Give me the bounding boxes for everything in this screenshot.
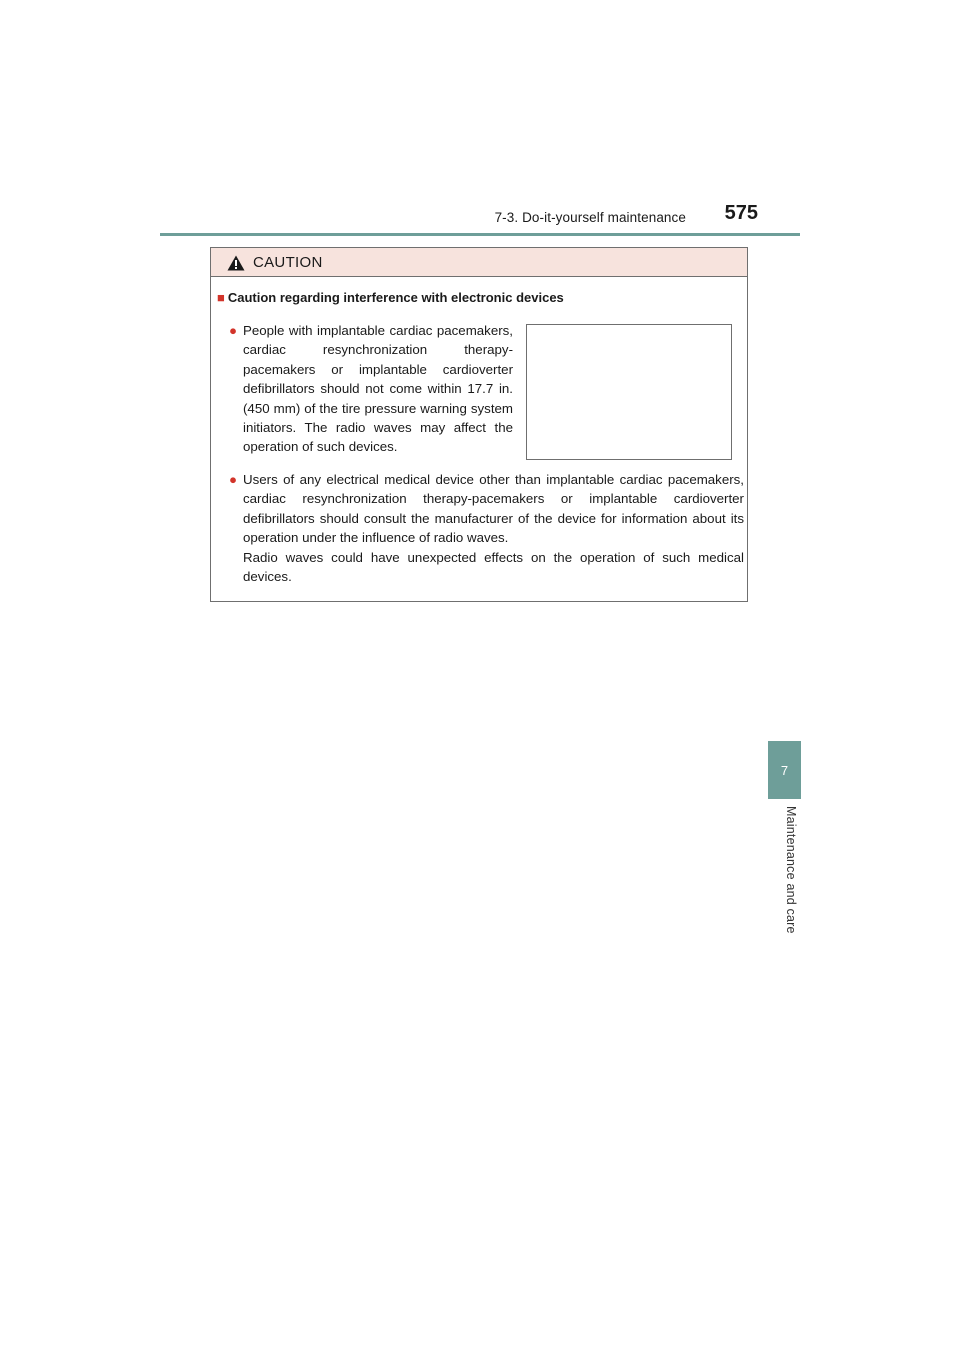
header-rule: [160, 233, 800, 236]
square-bullet-icon: ■: [217, 290, 225, 305]
bullet-text: People with implantable cardiac pacemakers, cardiac resynchronization therapy-pacemakers or implantable cardioverter defibrillators should not come within 17.7 in. (450 mm) of the tire pressure warning system initiators. The radio waves may affect the operation of such devices.: [243, 323, 513, 455]
list-item: [229, 470, 744, 586]
page-header: [160, 200, 800, 232]
bullet-text: Users of any electrical medical device other than implantable cardiac pacemakers, cardiac resynchronization therapy-pacemakers or implantable cardioverter defibrillators should consult the manufacturer of the device for information about its operation under the influence of radio waves.: [243, 472, 744, 546]
bullet-dot-icon: ●: [229, 323, 238, 338]
caution-title: CAUTION: [253, 254, 323, 271]
caution-box: [210, 247, 748, 602]
page-number: 575: [724, 202, 758, 224]
caution-subheading: [217, 290, 564, 305]
caution-header: [211, 248, 747, 277]
chapter-title: Maintenance and care: [784, 806, 798, 934]
bullet-dot-icon: ●: [229, 472, 238, 487]
illustration-frame: [526, 324, 732, 460]
chapter-number: 7: [780, 762, 789, 778]
subheading-text: Caution regarding interference with electronic devices: [227, 290, 564, 305]
bullet-text-continued: Radio waves could have unexpected effects on the operation of such medical devices.: [243, 549, 744, 585]
chapter-tab: [768, 741, 801, 799]
section-title: 7-3. Do-it-yourself maintenance: [494, 210, 686, 225]
list-item: [229, 321, 513, 457]
warning-triangle-icon: [227, 255, 245, 271]
